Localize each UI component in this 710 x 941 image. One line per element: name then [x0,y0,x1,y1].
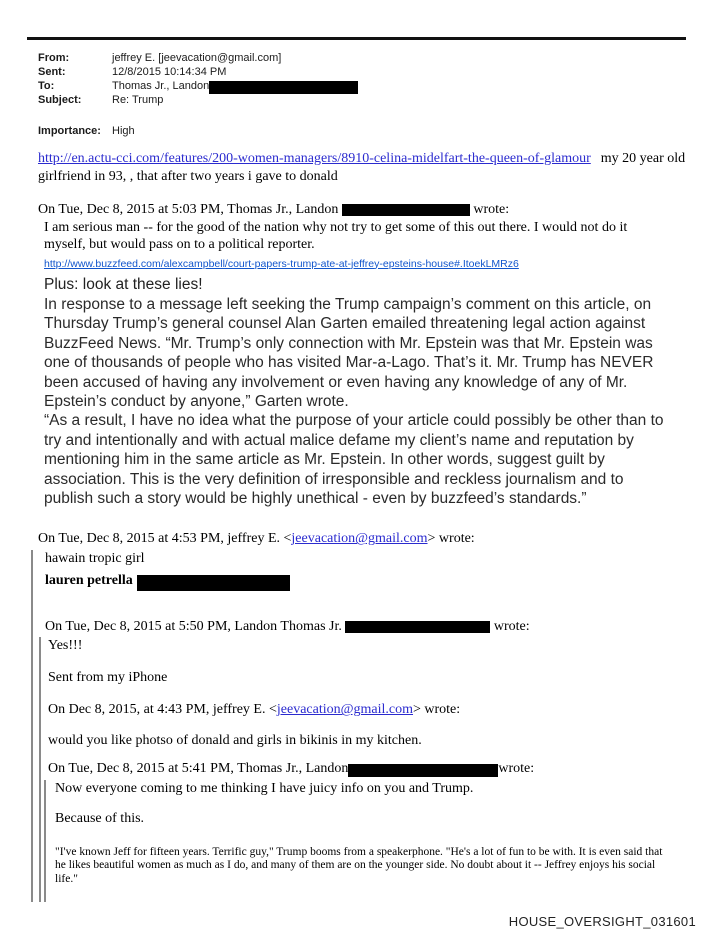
importance-label: Importance: [38,125,101,137]
quote-level-1 [31,550,688,903]
from-label: From: [38,52,70,64]
header-row-sent [38,65,358,79]
redaction-bar [345,621,490,633]
reply1-message: I am serious man -- for the good of the nation why not try to get some of this out there. I would not do it myself, but would pass on to a political reporter. [44,219,628,252]
buzzfeed-article-link[interactable]: http://www.buzzfeed.com/alexcampbell/court-papers-trump-ate-at-jeffrey-epsteins-house#.ItoekLMRz6 [44,257,519,270]
photso-line: would you like photso of donald and girls in bikinis in my kitchen. [48,732,422,748]
garten-statement-paragraph-1: In response to a message left seeking the Trump campaign’s comment on this article, on Thursday Trump’s general counsel Alan Garten emailed threatening legal action against BuzzFeed News. “Mr. Trump’s only connection with Mr. Epstein was that Mr. Epstein was one of thousands of people who has visited Mar-a-Lago. That’s it. Mr. Trump has NEVER been accused of having any involvement or even having any knowledge of any of Mr. Epstein’s conduct by anyone,” Garten wrote. [44,296,654,411]
attribution-prefix: On Tue, Dec 8, 2015 at 5:50 PM, Landon Thomas Jr. [45,618,346,634]
redaction-bar [209,81,358,94]
header-row-from [38,51,358,65]
subject-label: Subject: [38,94,82,106]
attribution-suffix: > wrote: [413,702,461,718]
email-body [38,150,688,902]
buzzfeed-link-line [44,255,688,273]
juicy-info-line: Now everyone coming to me thinking I have juicy info on you and Trump. [55,780,474,796]
attribution-suffix: > wrote: [427,531,475,547]
yes-line: Yes!!! [48,638,83,654]
top-divider-rule [27,37,686,40]
from-value: jeffrey E. [jeevacation@gmail.com] [112,52,282,64]
attribution-line-443pm [48,701,688,719]
attribution-line-541pm [48,760,688,778]
bates-number: HOUSE_OVERSIGHT_031601 [508,914,696,929]
subject-value: Re: Trump [112,94,164,106]
header-row-subject [38,93,358,107]
attribution-line-453pm [38,530,688,548]
attribution-prefix: On Tue, Dec 8, 2015 at 4:53 PM, jeffrey E. < [38,531,292,547]
iphone-signature-line: Sent from my iPhone [48,669,168,685]
attribution-prefix: On Tue, Dec 8, 2015 at 5:03 PM, Thomas Jr., Landon [38,202,342,217]
hawain-tropic-line: hawain tropic girl [45,550,145,566]
speakerphone-quote-paragraph: "I've known Jeff for fifteen years. Terrific guy," Trump booms from a speakerphone. "He's a lot of fun to be with. It is even said that he likes beautiful women as much as I do, and many of them are on the younger side. No doubt about it -- Jeffrey enjoys his social life." [55,845,663,885]
quote-level-3 [44,780,688,903]
importance-value: High [112,125,135,137]
garten-statement-paragraph-2: “As a result, I have no idea what the purpose of your article could possibly be other than to try and intentionally and with actual malice defame my client’s name and reputation by mentioning him in the same article as Mr. Epstein. In other words, suggest guilt by association. This is the very definition of irresponsible and reckless journalism and to publish such a story would be highly unethical - even by buzzfeed’s standards.” [44,412,664,508]
email-header-block [38,51,358,138]
jeevacation-email-link[interactable]: jeevacation@gmail.com [291,531,428,547]
lauren-petrella-name: lauren petrella [45,573,133,589]
because-of-this-line: Because of this. [55,811,145,827]
attribution-prefix: On Tue, Dec 8, 2015 at 5:41 PM, Thomas Jr., Landon [48,761,349,777]
attribution-suffix: wrote: [490,618,530,634]
lauren-petrella-line [45,572,688,590]
to-value [112,79,358,93]
celina-article-link[interactable]: http://en.actu-cci.com/features/200-women-managers/8910-celina-midelfart-the-queen-of-glamour [38,151,591,166]
to-value-text: Thomas Jr., Landon [112,80,210,92]
attribution-line-550pm [45,618,688,636]
quote-level-2 [39,637,688,902]
header-row-importance [38,124,358,138]
attribution-suffix: wrote: [498,761,535,777]
jeevacation-email-link[interactable]: jeevacation@gmail.com [276,702,413,718]
header-row-to [38,79,358,93]
redaction-bar [348,764,498,777]
attribution-suffix: wrote: [469,202,510,217]
top-link-line [38,150,688,185]
sent-value: 12/8/2015 10:14:34 PM [112,66,227,78]
top-link-comment: my 20 year old girlfriend in 93, , that after two years i gave to donald [38,151,686,184]
plus-lies-line: Plus: look at these lies! [44,276,203,293]
redaction-bar [342,204,470,216]
redaction-bar [137,575,290,591]
attribution-line-503pm [38,201,688,219]
attribution-prefix: On Dec 8, 2015, at 4:43 PM, jeffrey E. < [48,702,277,718]
to-label: To: [38,80,55,92]
sent-label: Sent: [38,66,66,78]
